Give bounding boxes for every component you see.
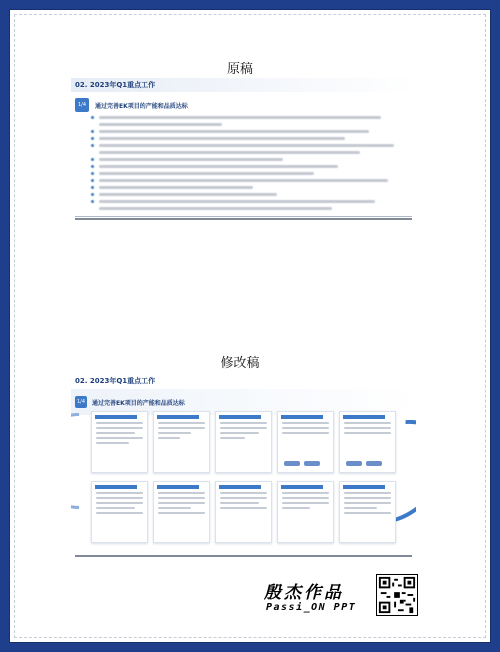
original-slide-header: 02. 2023年Q1重点工作: [71, 78, 416, 92]
card: [339, 481, 396, 543]
card: [277, 411, 334, 473]
card: [91, 411, 148, 473]
original-heading: 原稿: [226, 62, 253, 77]
card: [215, 481, 272, 543]
original-slide: [71, 78, 416, 264]
card: [153, 411, 210, 473]
section-badge: 1/4: [75, 98, 89, 112]
revised-slide-subtitle: 通过完善EK项目的产能和品质达标: [92, 399, 185, 407]
original-blurred-body: [99, 116, 406, 210]
revised-card-grid: [91, 411, 396, 543]
original-divider: [75, 216, 412, 217]
card: [277, 481, 334, 543]
card: [91, 481, 148, 543]
author-english-name: Passi_ON PPT: [266, 602, 357, 613]
card: [339, 411, 396, 473]
revised-slide-header: 02. 2023年Q1重点工作: [75, 377, 156, 385]
original-slide-subtitle-row: [75, 98, 412, 112]
qr-code: [376, 574, 418, 616]
card: [215, 411, 272, 473]
revised-bottom-bar: [75, 555, 412, 557]
original-bottom-bar: [75, 218, 412, 220]
revised-heading: 修改稿: [220, 356, 260, 371]
card: [153, 481, 210, 543]
original-slide-subtitle: 通过完善EK项目的产能和品质达标: [95, 102, 188, 110]
section-badge: 1/4: [75, 396, 87, 408]
author-signature: 殷杰作品: [264, 583, 344, 603]
revised-slide: [71, 373, 416, 561]
